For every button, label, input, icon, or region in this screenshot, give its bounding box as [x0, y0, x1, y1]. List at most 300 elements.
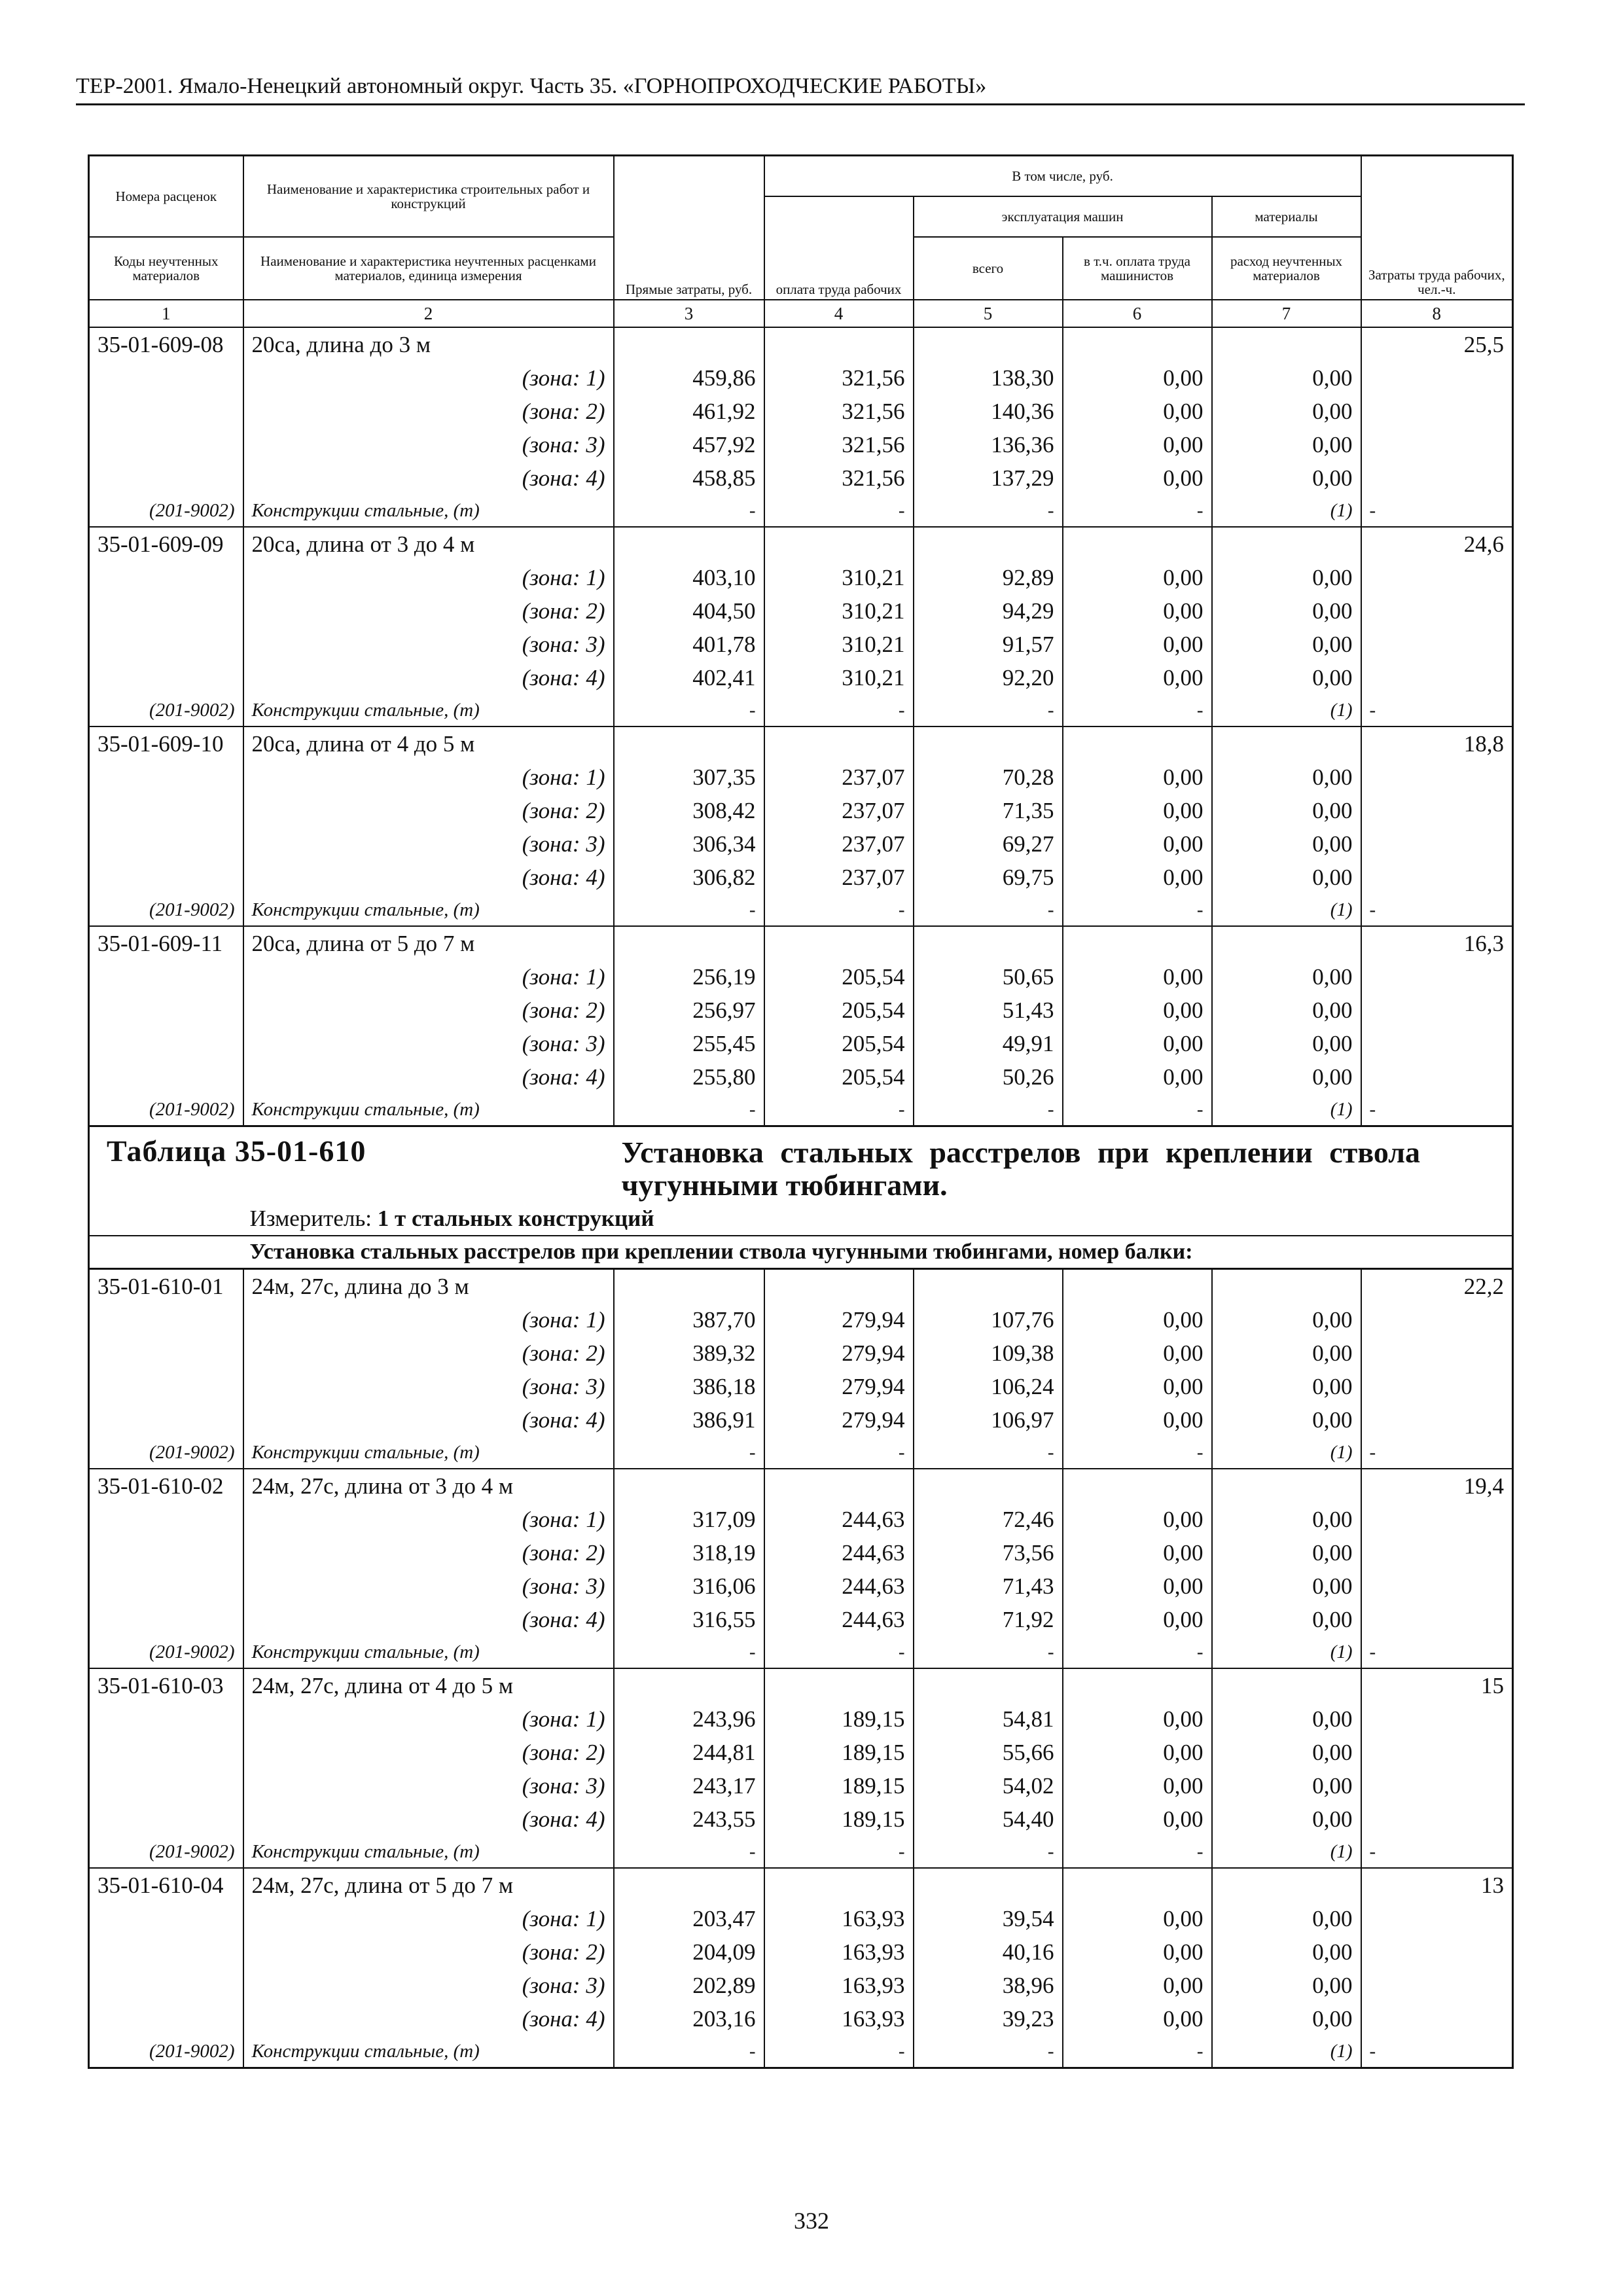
direct-cost: 244,81 [614, 1736, 764, 1769]
dash-cell: - [614, 1636, 764, 1668]
material-cost: 0,00 [1212, 861, 1361, 894]
material-code: (201-9002) [89, 495, 243, 527]
col-machines: эксплуатация машин [914, 196, 1212, 237]
driver-wage: 0,00 [1063, 661, 1212, 694]
empty-cell [89, 1536, 243, 1570]
wage-cost: 310,21 [764, 628, 914, 661]
zone-row [89, 361, 1513, 395]
material-cost: 0,00 [1212, 561, 1361, 594]
zone-label: (зона: 3) [243, 1969, 614, 2002]
machine-cost: 136,36 [914, 428, 1063, 461]
machine-cost: 94,29 [914, 594, 1063, 628]
dash-cell: - [914, 694, 1063, 726]
driver-wage: 0,00 [1063, 1403, 1212, 1437]
material-row [89, 1437, 1513, 1469]
rate-code: 35-01-609-11 [89, 926, 243, 960]
driver-wage: 0,00 [1063, 827, 1212, 861]
empty-cell [1361, 395, 1513, 428]
measure-label: Измеритель: [249, 1205, 372, 1231]
empty-cell [764, 1469, 914, 1503]
zone-row [89, 827, 1513, 861]
empty-cell [1361, 1570, 1513, 1603]
material-cost: 0,00 [1212, 1603, 1361, 1636]
empty-cell [1063, 1268, 1212, 1303]
labor-cost: 19,4 [1361, 1469, 1513, 1503]
dash-cell: - [1063, 1094, 1212, 1126]
col-incl: В том числе, руб. [764, 156, 1361, 196]
material-code: (201-9002) [89, 1094, 243, 1126]
material-cost: 0,00 [1212, 428, 1361, 461]
rate-name: 20са, длина от 4 до 5 м [243, 726, 614, 761]
empty-cell [1063, 726, 1212, 761]
rate-code: 35-01-609-09 [89, 527, 243, 561]
rate-code: 35-01-610-03 [89, 1668, 243, 1702]
empty-cell [1361, 827, 1513, 861]
direct-cost: 255,45 [614, 1027, 764, 1060]
empty-cell [914, 327, 1063, 361]
driver-wage: 0,00 [1063, 461, 1212, 495]
zone-row [89, 628, 1513, 661]
material-code: (201-9002) [89, 1636, 243, 1668]
material-name: Конструкции стальные, (т) [243, 1437, 614, 1469]
material-qty: (1) [1212, 694, 1361, 726]
empty-cell [614, 527, 764, 561]
measure-value: 1 т стальных конструкций [377, 1205, 654, 1231]
material-cost: 0,00 [1212, 1736, 1361, 1769]
material-code: (201-9002) [89, 1437, 243, 1469]
dash-cell: - [614, 694, 764, 726]
direct-cost: 458,85 [614, 461, 764, 495]
material-row [89, 1094, 1513, 1126]
zone-label: (зона: 3) [243, 628, 614, 661]
dash-cell: - [914, 495, 1063, 527]
machine-cost: 69,75 [914, 861, 1063, 894]
page-header: ТЕР-2001. Ямало-Ненецкий автономный округ. Часть 35. «ГОРНОПРОХОДЧЕСКИЕ РАБОТЫ» [76, 73, 1525, 105]
driver-wage: 0,00 [1063, 628, 1212, 661]
direct-cost: 308,42 [614, 794, 764, 827]
material-cost: 0,00 [1212, 395, 1361, 428]
wage-cost: 279,94 [764, 1336, 914, 1370]
dash-cell: - [1063, 1836, 1212, 1868]
labor-cost: 13 [1361, 1868, 1513, 1902]
material-cost: 0,00 [1212, 1935, 1361, 1969]
empty-cell [914, 1668, 1063, 1702]
wage-cost: 321,56 [764, 395, 914, 428]
material-qty: (1) [1212, 1836, 1361, 1868]
zone-label: (зона: 4) [243, 1803, 614, 1836]
zone-row [89, 1769, 1513, 1803]
empty-cell [89, 661, 243, 694]
material-row [89, 1636, 1513, 1668]
wage-cost: 321,56 [764, 461, 914, 495]
empty-cell [89, 1570, 243, 1603]
wage-cost: 321,56 [764, 428, 914, 461]
direct-cost: 316,55 [614, 1603, 764, 1636]
direct-cost: 402,41 [614, 661, 764, 694]
empty-cell [1361, 1060, 1513, 1094]
driver-wage: 0,00 [1063, 1769, 1212, 1803]
driver-wage: 0,00 [1063, 1303, 1212, 1336]
dash-cell: - [764, 2036, 914, 2068]
col-mat-use: расход неучтенных материалов [1212, 237, 1361, 300]
wage-cost: 163,93 [764, 1935, 914, 1969]
wage-cost: 310,21 [764, 661, 914, 694]
driver-wage: 0,00 [1063, 1702, 1212, 1736]
empty-cell [1212, 1668, 1361, 1702]
empty-cell [89, 794, 243, 827]
rate-row [89, 527, 1513, 561]
col-num: 3 [614, 300, 764, 327]
machine-cost: 140,36 [914, 395, 1063, 428]
wage-cost: 163,93 [764, 2002, 914, 2036]
dash-cell: - [914, 894, 1063, 926]
empty-cell [1212, 327, 1361, 361]
machine-cost: 51,43 [914, 994, 1063, 1027]
driver-wage: 0,00 [1063, 761, 1212, 794]
dash-cell: - [614, 495, 764, 527]
zone-row [89, 1736, 1513, 1769]
zone-row [89, 1370, 1513, 1403]
material-qty: (1) [1212, 1437, 1361, 1469]
zone-label: (зона: 1) [243, 1303, 614, 1336]
empty-cell [89, 1603, 243, 1636]
zone-row [89, 395, 1513, 428]
direct-cost: 404,50 [614, 594, 764, 628]
machine-cost: 40,16 [914, 1935, 1063, 1969]
driver-wage: 0,00 [1063, 1803, 1212, 1836]
empty-cell [764, 726, 914, 761]
driver-wage: 0,00 [1063, 561, 1212, 594]
zone-row [89, 1060, 1513, 1094]
empty-cell [89, 561, 243, 594]
direct-cost: 203,16 [614, 2002, 764, 2036]
empty-cell [614, 1469, 764, 1503]
empty-cell [1361, 1403, 1513, 1437]
empty-cell [1361, 361, 1513, 395]
driver-wage: 0,00 [1063, 1370, 1212, 1403]
zone-row [89, 1603, 1513, 1636]
dash-cell: - [1063, 694, 1212, 726]
wage-cost: 163,93 [764, 1969, 914, 2002]
zone-row [89, 1570, 1513, 1603]
empty-cell [1212, 926, 1361, 960]
empty-cell [914, 1469, 1063, 1503]
empty-cell [764, 1668, 914, 1702]
machine-cost: 39,23 [914, 2002, 1063, 2036]
machine-cost: 92,89 [914, 561, 1063, 594]
col-num: 2 [243, 300, 614, 327]
zone-row [89, 1336, 1513, 1370]
direct-cost: 243,96 [614, 1702, 764, 1736]
empty-cell [89, 761, 243, 794]
empty-cell [89, 994, 243, 1027]
empty-cell [1361, 794, 1513, 827]
material-code: (201-9002) [89, 2036, 243, 2068]
zone-label: (зона: 3) [243, 428, 614, 461]
material-name: Конструкции стальные, (т) [243, 1836, 614, 1868]
wage-cost: 244,63 [764, 1503, 914, 1536]
labor-cost: 22,2 [1361, 1268, 1513, 1303]
col-materials: материалы [1212, 196, 1361, 237]
zone-label: (зона: 1) [243, 960, 614, 994]
material-row [89, 894, 1513, 926]
empty-cell [1361, 761, 1513, 794]
direct-cost: 203,47 [614, 1902, 764, 1935]
direct-cost: 316,06 [614, 1570, 764, 1603]
machine-cost: 54,02 [914, 1769, 1063, 1803]
dash-cell: - [1369, 1840, 1376, 1862]
empty-cell [89, 960, 243, 994]
direct-cost: 204,09 [614, 1935, 764, 1969]
material-cost: 0,00 [1212, 628, 1361, 661]
driver-wage: 0,00 [1063, 2002, 1212, 2036]
machine-cost: 54,40 [914, 1803, 1063, 1836]
material-cost: 0,00 [1212, 1902, 1361, 1935]
wage-cost: 237,07 [764, 761, 914, 794]
empty-cell [1361, 1736, 1513, 1769]
material-row [89, 1836, 1513, 1868]
rate-row [89, 327, 1513, 361]
direct-cost: 387,70 [614, 1303, 764, 1336]
zone-label: (зона: 4) [243, 2002, 614, 2036]
empty-cell [89, 1803, 243, 1836]
rate-row [89, 1868, 1513, 1902]
rate-name: 24м, 27с, длина от 3 до 4 м [243, 1469, 614, 1503]
empty-cell [1361, 1536, 1513, 1570]
col-driver-wage: в т.ч. оплата труда машинистов [1063, 237, 1212, 300]
wage-cost: 163,93 [764, 1902, 914, 1935]
empty-cell [914, 926, 1063, 960]
zone-row [89, 960, 1513, 994]
dash-cell: - [1063, 2036, 1212, 2068]
zone-row [89, 1902, 1513, 1935]
dash-cell: - [1369, 1441, 1376, 1463]
machine-cost: 50,65 [914, 960, 1063, 994]
machine-cost: 92,20 [914, 661, 1063, 694]
wage-cost: 279,94 [764, 1370, 914, 1403]
material-name: Конструкции стальные, (т) [243, 1094, 614, 1126]
empty-cell [89, 628, 243, 661]
driver-wage: 0,00 [1063, 1935, 1212, 1969]
empty-cell [1212, 527, 1361, 561]
direct-cost: 243,17 [614, 1769, 764, 1803]
dash-cell: - [914, 1636, 1063, 1668]
direct-cost: 243,55 [614, 1803, 764, 1836]
empty-cell [89, 2002, 243, 2036]
zone-label: (зона: 3) [243, 1027, 614, 1060]
material-cost: 0,00 [1212, 960, 1361, 994]
empty-cell [1361, 994, 1513, 1027]
material-cost: 0,00 [1212, 1403, 1361, 1437]
zone-row [89, 1303, 1513, 1336]
empty-cell [614, 1668, 764, 1702]
empty-cell [614, 726, 764, 761]
table-title: Установка стальных расстрелов при креплении ствола чугунными тюбингами. [614, 1126, 1513, 1202]
empty-cell [89, 428, 243, 461]
material-name: Конструкции стальные, (т) [243, 694, 614, 726]
zone-label: (зона: 3) [243, 1370, 614, 1403]
machine-cost: 49,91 [914, 1027, 1063, 1060]
labor-cost: 16,3 [1361, 926, 1513, 960]
empty-cell [914, 1868, 1063, 1902]
driver-wage: 0,00 [1063, 1603, 1212, 1636]
zone-row [89, 1403, 1513, 1437]
material-cost: 0,00 [1212, 994, 1361, 1027]
driver-wage: 0,00 [1063, 1060, 1212, 1094]
empty-cell [764, 926, 914, 960]
driver-wage: 0,00 [1063, 960, 1212, 994]
zone-label: (зона: 1) [243, 1702, 614, 1736]
empty-cell [1361, 1702, 1513, 1736]
empty-cell [914, 726, 1063, 761]
material-cost: 0,00 [1212, 361, 1361, 395]
empty-cell [614, 1868, 764, 1902]
wage-cost: 237,07 [764, 827, 914, 861]
machine-cost: 54,81 [914, 1702, 1063, 1736]
zone-label: (зона: 2) [243, 1536, 614, 1570]
wage-cost: 237,07 [764, 861, 914, 894]
empty-cell [1361, 960, 1513, 994]
empty-cell [89, 827, 243, 861]
empty-cell [1361, 1336, 1513, 1370]
driver-wage: 0,00 [1063, 994, 1212, 1027]
machine-cost: 70,28 [914, 761, 1063, 794]
zone-label: (зона: 1) [243, 1902, 614, 1935]
col-direct: Прямые затраты, руб. [614, 156, 764, 300]
col-total: всего [914, 237, 1063, 300]
empty-cell [764, 527, 914, 561]
material-name: Конструкции стальные, (т) [243, 495, 614, 527]
material-cost: 0,00 [1212, 1570, 1361, 1603]
wage-cost: 310,21 [764, 561, 914, 594]
empty-cell [1361, 1803, 1513, 1836]
col-name-bottom: Наименование и характеристика неучтенных расценками материалов, единица измерения [243, 237, 614, 300]
material-code: (201-9002) [89, 1836, 243, 1868]
empty-cell [1063, 1868, 1212, 1902]
direct-cost: 306,34 [614, 827, 764, 861]
col-num: 8 [1361, 300, 1513, 327]
material-cost: 0,00 [1212, 1060, 1361, 1094]
wage-cost: 189,15 [764, 1769, 914, 1803]
material-cost: 0,00 [1212, 461, 1361, 495]
col-labor: Затраты труда рабочих, чел.-ч. [1361, 156, 1513, 300]
material-name: Конструкции стальные, (т) [243, 2036, 614, 2068]
empty-cell [89, 1736, 243, 1769]
empty-cell [914, 527, 1063, 561]
rate-name: 24м, 27с, длина от 4 до 5 м [243, 1668, 614, 1702]
rate-code: 35-01-610-02 [89, 1469, 243, 1503]
dash-cell: - [1369, 899, 1376, 920]
machine-cost: 107,76 [914, 1303, 1063, 1336]
material-code: (201-9002) [89, 894, 243, 926]
dash-cell: - [764, 495, 914, 527]
driver-wage: 0,00 [1063, 1536, 1212, 1570]
zone-label: (зона: 3) [243, 1570, 614, 1603]
wage-cost: 205,54 [764, 1060, 914, 1094]
rate-name: 24м, 27с, длина до 3 м [243, 1268, 614, 1303]
zone-label: (зона: 2) [243, 1935, 614, 1969]
driver-wage: 0,00 [1063, 1736, 1212, 1769]
wage-cost: 189,15 [764, 1736, 914, 1769]
col-num: 5 [914, 300, 1063, 327]
wage-cost: 279,94 [764, 1403, 914, 1437]
empty-cell [89, 461, 243, 495]
direct-cost: 459,86 [614, 361, 764, 395]
table-header [89, 156, 1513, 327]
zone-label: (зона: 4) [243, 1403, 614, 1437]
col-code-top: Номера расценок [89, 156, 243, 237]
machine-cost: 91,57 [914, 628, 1063, 661]
machine-cost: 106,24 [914, 1370, 1063, 1403]
empty-cell [914, 1268, 1063, 1303]
labor-cost: 18,8 [1361, 726, 1513, 761]
rate-code: 35-01-610-04 [89, 1868, 243, 1902]
labor-cost: 25,5 [1361, 327, 1513, 361]
driver-wage: 0,00 [1063, 1503, 1212, 1536]
driver-wage: 0,00 [1063, 395, 1212, 428]
empty-cell [1361, 1370, 1513, 1403]
direct-cost: 307,35 [614, 761, 764, 794]
zone-row [89, 794, 1513, 827]
machine-cost: 50,26 [914, 1060, 1063, 1094]
driver-wage: 0,00 [1063, 594, 1212, 628]
rate-code: 35-01-610-01 [89, 1268, 243, 1303]
material-code: (201-9002) [89, 694, 243, 726]
wage-cost: 244,63 [764, 1570, 914, 1603]
machine-cost: 69,27 [914, 827, 1063, 861]
empty-cell [89, 1370, 243, 1403]
wage-cost: 321,56 [764, 361, 914, 395]
empty-cell [89, 1969, 243, 2002]
wage-cost: 237,07 [764, 794, 914, 827]
labor-cost: 15 [1361, 1668, 1513, 1702]
zone-row [89, 994, 1513, 1027]
direct-cost: 461,92 [614, 395, 764, 428]
zone-row [89, 461, 1513, 495]
empty-cell [1361, 1769, 1513, 1803]
empty-cell [89, 1060, 243, 1094]
wage-cost: 189,15 [764, 1803, 914, 1836]
zone-row [89, 1536, 1513, 1570]
empty-cell [764, 1268, 914, 1303]
empty-cell [1212, 1868, 1361, 1902]
empty-cell [1361, 1969, 1513, 2002]
material-qty: (1) [1212, 2036, 1361, 2068]
dash-cell: - [764, 1094, 914, 1126]
rate-name: 20са, длина от 5 до 7 м [243, 926, 614, 960]
material-cost: 0,00 [1212, 1969, 1361, 2002]
dash-cell: - [1063, 1437, 1212, 1469]
empty-cell [1063, 327, 1212, 361]
table-subtitle: Установка стальных расстрелов при креплении ствола чугунными тюбингами, номер балки: [243, 1236, 1513, 1269]
empty-cell [1361, 1303, 1513, 1336]
wage-cost: 279,94 [764, 1303, 914, 1336]
empty-cell [1361, 628, 1513, 661]
wage-cost: 205,54 [764, 960, 914, 994]
dash-cell: - [764, 894, 914, 926]
material-row [89, 2036, 1513, 2068]
col-code-bottom: Коды неучтенных материалов [89, 237, 243, 300]
empty-cell [1361, 428, 1513, 461]
driver-wage: 0,00 [1063, 361, 1212, 395]
dash-cell: - [614, 2036, 764, 2068]
dash-cell: - [914, 1094, 1063, 1126]
dash-cell: - [1369, 1098, 1376, 1120]
machine-cost: 109,38 [914, 1336, 1063, 1370]
empty-cell [89, 361, 243, 395]
material-qty: (1) [1212, 1636, 1361, 1668]
zone-label: (зона: 4) [243, 661, 614, 694]
